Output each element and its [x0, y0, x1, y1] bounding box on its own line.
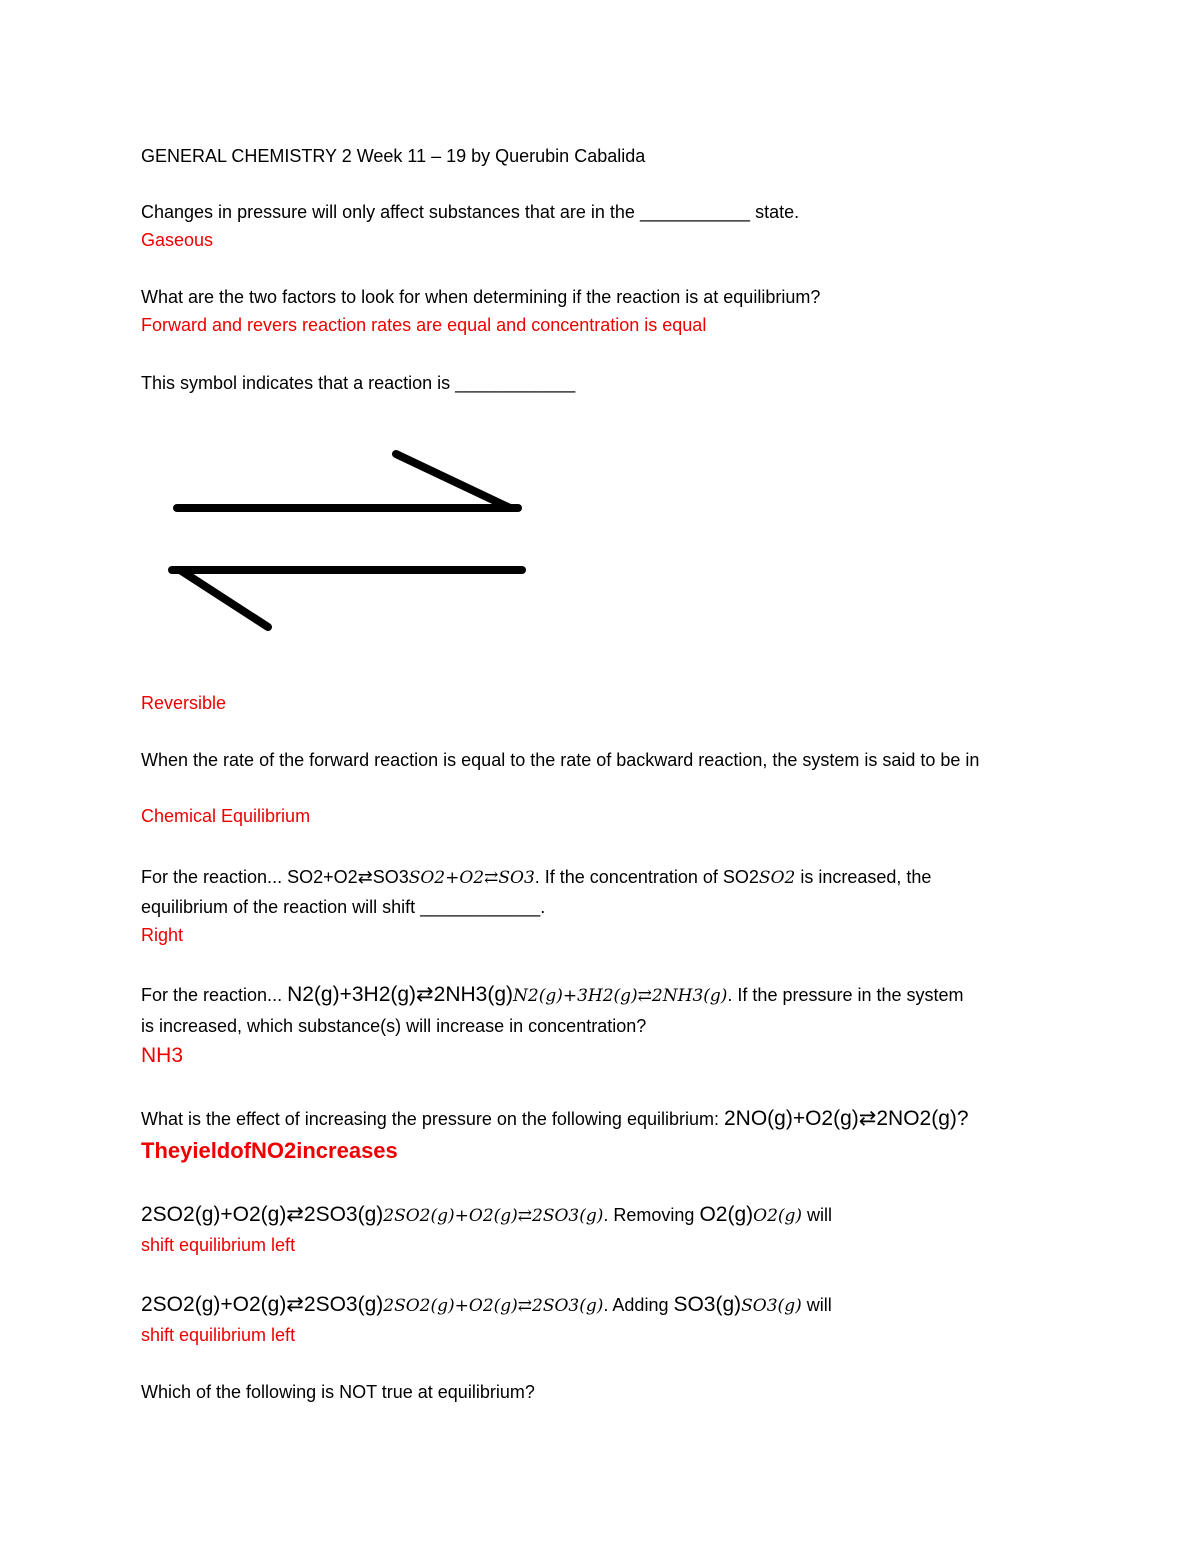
reversible-arrow-icon [150, 430, 540, 650]
question-1: Changes in pressure will only affect substances that are in the ___________ state. [141, 202, 800, 222]
question-5-substance: SO2 [722, 867, 759, 887]
question-9-equation: 2SO2(g)+O2(g)⇄2SO3(g) [141, 1293, 384, 1316]
question-5-prefix: For the reaction... [141, 867, 288, 887]
question-9-substance: SO3(g) [673, 1293, 742, 1316]
question-5-substance-math: SO2 [758, 868, 796, 888]
question-6 [141, 984, 964, 1007]
answer-5: Right [141, 925, 184, 945]
document-title: GENERAL CHEMISTRY 2 Week 11 – 19 by Querubin Cabalida [141, 146, 646, 166]
question-9-equation-math: 2SO2(g)+O2(g)⇄2SO3(g) [383, 1296, 604, 1316]
question-8-substance-math: O2(g) [753, 1206, 803, 1226]
question-6-suffix: . If the pressure in the system [727, 985, 964, 1005]
answer-1: Gaseous [141, 230, 214, 250]
answer-2: Forward and revers reaction rates are equal and concentration is equal [141, 315, 707, 335]
answer-7: TheyieldofNO2increases [141, 1138, 398, 1163]
question-5-line-2: equilibrium of the reaction will shift ____________. [141, 897, 546, 917]
question-9 [141, 1294, 832, 1317]
question-3: This symbol indicates that a reaction is ____________ [141, 373, 576, 393]
question-9-substance-math: SO3(g) [741, 1296, 802, 1316]
question-6-line-2: is increased, which substance(s) will increase in concentration? [141, 1016, 647, 1036]
question-7 [141, 1108, 969, 1130]
question-5 [141, 866, 931, 889]
question-7-prefix: What is the effect of increasing the pressure on the following equilibrium: [141, 1109, 724, 1129]
question-7-equation: 2NO(g)+O2(g)⇄2NO2(g)? [723, 1107, 969, 1130]
question-6-equation: N2(g)+3H2(g)⇄2NH3(g) [287, 983, 513, 1006]
question-5-equation: SO2+O2⇄SO3 [287, 867, 409, 887]
question-5-suffix: is increased, the [795, 867, 932, 887]
question-10: Which of the following is NOT true at equilibrium? [141, 1382, 535, 1402]
question-8-equation: 2SO2(g)+O2(g)⇄2SO3(g) [141, 1203, 384, 1226]
question-6-prefix: For the reaction... [141, 985, 288, 1005]
answer-9: shift equilibrium left [141, 1325, 296, 1345]
question-9-suffix: will [801, 1295, 832, 1315]
question-2: What are the two factors to look for when determining if the reaction is at equilibrium? [141, 287, 821, 307]
answer-8: shift equilibrium left [141, 1235, 296, 1255]
question-8-substance: O2(g) [699, 1203, 754, 1226]
answer-4: Chemical Equilibrium [141, 806, 311, 826]
question-5-equation-math: SO2+O2⇄SO3 [408, 868, 535, 888]
question-4: When the rate of the forward reaction is equal to the rate of backward reaction, the system is said to be in [141, 750, 980, 770]
question-8-equation-math: 2SO2(g)+O2(g)⇄2SO3(g) [383, 1206, 604, 1226]
answer-6: NH3 [141, 1044, 184, 1067]
question-6-equation-math: N2(g)+3H2(g)⇄2NH3(g) [513, 986, 728, 1006]
answer-3: Reversible [141, 693, 227, 713]
question-9-mid: . Adding [603, 1295, 674, 1315]
question-8 [141, 1204, 832, 1227]
question-5-mid: . If the concentration of [534, 867, 723, 887]
question-8-suffix: will [802, 1205, 833, 1225]
question-8-mid: . Removing [603, 1205, 700, 1225]
